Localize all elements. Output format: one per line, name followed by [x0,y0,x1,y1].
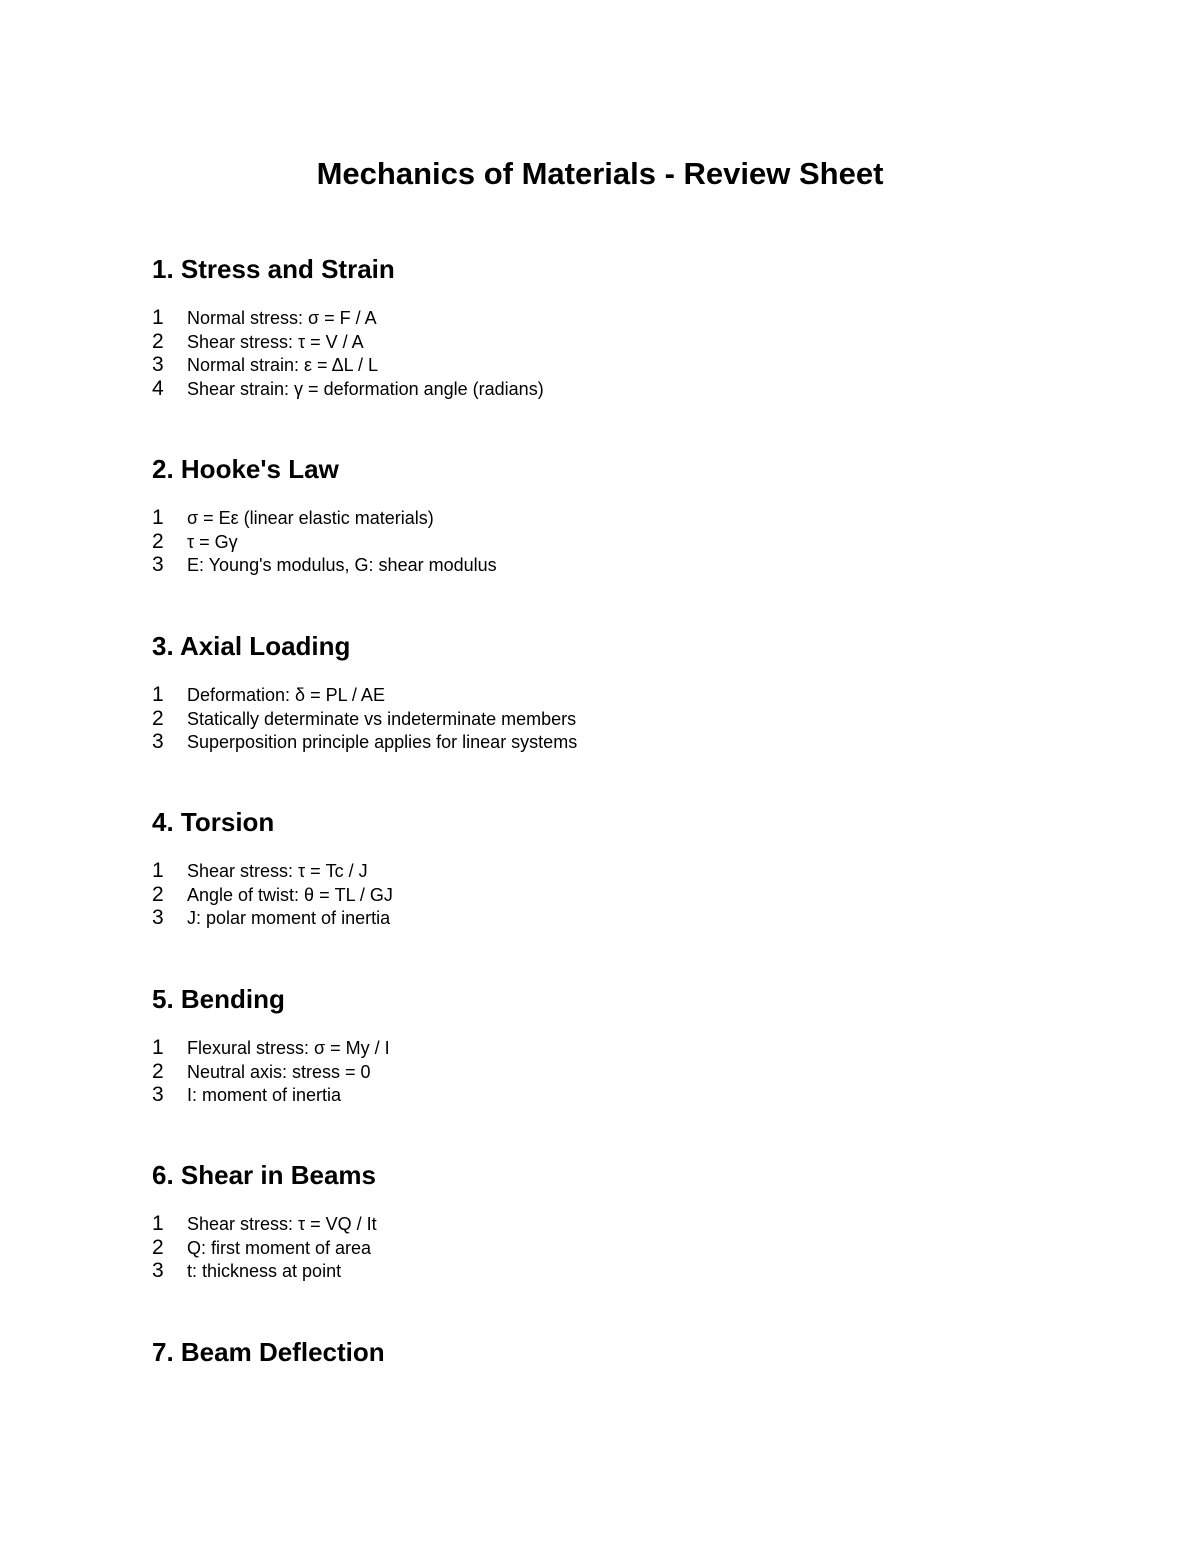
item-text: Shear stress: τ = VQ / It [187,1214,377,1234]
document-title: Mechanics of Materials - Review Sheet [316,156,884,191]
item-list [152,859,1052,930]
section-heading: 7. Beam Deflection [152,1337,385,1367]
list-item [152,353,1052,377]
item-list [152,683,1052,754]
section-torsion [152,805,1052,930]
section-hookes-law [152,452,1052,577]
section-stress-and-strain [152,252,1052,400]
item-number: 3 [152,730,164,753]
item-number: 2 [152,706,164,730]
item-number: 2 [152,529,164,553]
list-item [152,1083,1052,1107]
list-item [152,306,1052,330]
item-number: 1 [152,506,164,529]
section-heading: 3. Axial Loading [152,631,351,661]
section-bending [152,982,1052,1107]
item-text: J: polar moment of inertia [187,908,391,928]
section-beam-deflection [152,1335,1052,1369]
item-number: 1 [152,306,164,329]
item-list [152,1036,1052,1107]
item-text: Flexural stress: σ = My / I [187,1038,390,1058]
item-number: 1 [152,1036,164,1059]
item-list [152,1212,1052,1283]
list-item [152,683,1052,707]
section-shear-in-beams [152,1158,1052,1283]
item-number: 1 [152,1212,164,1235]
section-heading: 1. Stress and Strain [152,254,395,284]
item-text: Shear stress: τ = Tc / J [187,861,368,881]
item-text: t: thickness at point [187,1261,342,1281]
item-text: Angle of twist: θ = TL / GJ [187,884,393,905]
item-number: 2 [152,1235,164,1259]
section-heading: 2. Hooke's Law [152,454,339,484]
section-heading: 5. Bending [152,984,285,1014]
item-number: 3 [152,1083,164,1106]
item-list [152,306,1052,400]
item-text: Shear stress: τ = V / A [187,331,364,352]
item-text: E: Young's modulus, G: shear modulus [187,555,497,575]
item-text: Q: first moment of area [187,1237,372,1258]
item-number: 1 [152,859,164,882]
list-item [152,377,1052,401]
item-text: Deformation: δ = PL / AE [187,685,385,705]
item-number: 3 [152,906,164,929]
item-text: Statically determinate vs indeterminate members [187,708,577,729]
item-number: 1 [152,683,164,706]
list-item [152,1236,1052,1260]
item-text: σ = Eε (linear elastic materials) [187,508,434,528]
item-text: τ = Gγ [187,531,238,552]
item-number: 2 [152,1059,164,1083]
item-number: 3 [152,553,164,576]
list-item [152,1212,1052,1236]
list-item [152,530,1052,554]
list-item [152,859,1052,883]
item-list [152,506,1052,577]
section-axial-loading [152,629,1052,754]
item-number: 3 [152,353,164,376]
list-item [152,883,1052,907]
section-heading: 4. Torsion [152,807,275,837]
item-number: 4 [152,376,164,400]
list-item [152,1036,1052,1060]
item-text: I: moment of inertia [187,1085,342,1105]
item-number: 3 [152,1259,164,1282]
list-item [152,1259,1052,1283]
list-item [152,730,1052,754]
list-item [152,1060,1052,1084]
list-item [152,906,1052,930]
item-text: Shear strain: γ = deformation angle (radians) [187,378,544,399]
item-text: Normal stress: σ = F / A [187,308,377,328]
item-number: 2 [152,882,164,906]
item-number: 2 [152,329,164,353]
list-item [152,330,1052,354]
item-text: Normal strain: ε = ΔL / L [187,355,378,375]
list-item [152,553,1052,577]
item-text: Neutral axis: stress = 0 [187,1061,371,1082]
list-item [152,707,1052,731]
list-item [152,506,1052,530]
section-heading: 6. Shear in Beams [152,1160,376,1190]
item-text: Superposition principle applies for linear systems [187,732,578,752]
